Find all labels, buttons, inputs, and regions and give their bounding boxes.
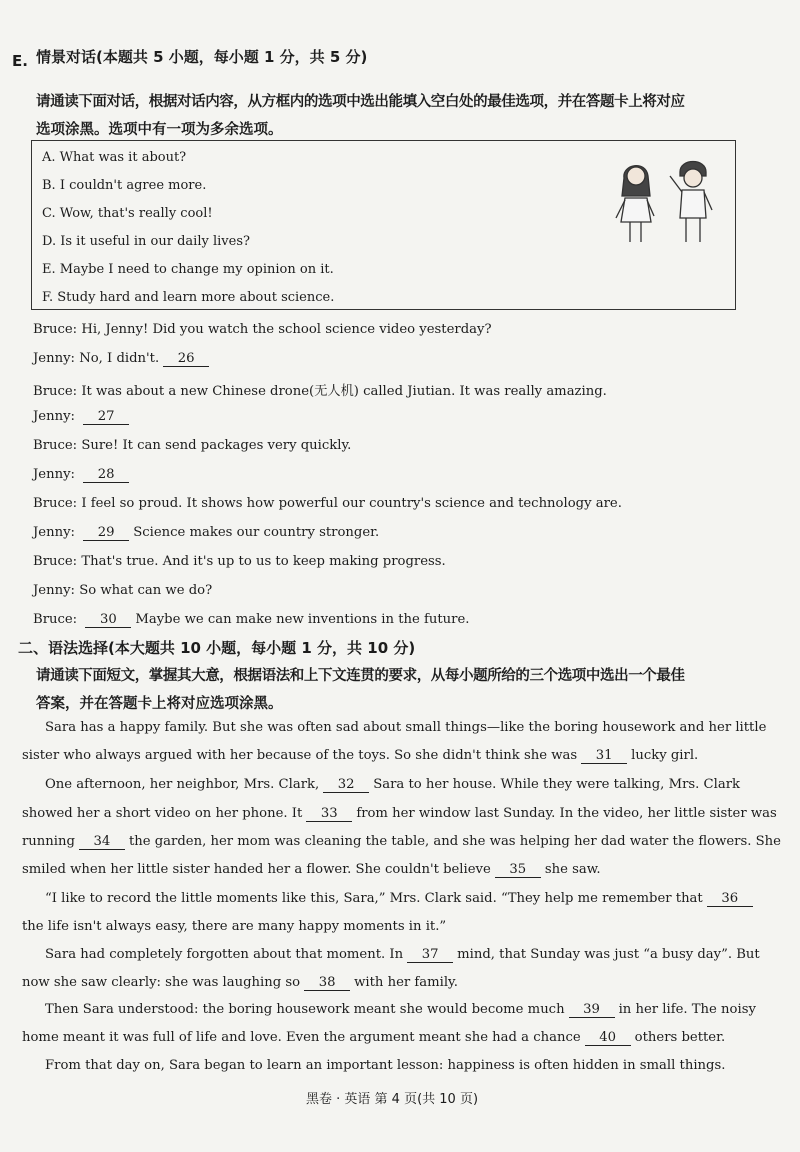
dialogue-line-3: Bruce: It was about a new Chinese drone(无人机) called Jiutian. It was really amazing.	[33, 384, 607, 399]
dialogue-line-4: Jenny: 27	[33, 409, 133, 425]
dialogue-line-5: Bruce: Sure! It can send packages very quickly.	[33, 438, 352, 453]
passage-line-11: Then Sara understood: the boring housework meant she would become much 39 in her life. The noisy	[45, 1002, 756, 1017]
page-footer: 黑卷 · 英语 第 4 页(共 10 页)	[306, 1092, 479, 1107]
blank-31: 31	[581, 748, 627, 764]
passage-line-5: running 34 the garden, her mom was cleaning the table, and she was helping her dad water the flowers. She	[22, 834, 781, 849]
blank-38: 38	[304, 975, 350, 991]
blank-29: 29	[83, 525, 129, 541]
passage-line-6: smiled when her little sister handed her a flower. She couldn't believe 35 she saw.	[22, 862, 601, 877]
dialogue-line-7: Bruce: I feel so proud. It shows how powerful our country's science and technology are.	[33, 496, 622, 511]
option-d: D. Is it useful in our daily lives?	[42, 234, 250, 249]
dialogue-line-1: Bruce: Hi, Jenny! Did you watch the school science video yesterday?	[33, 322, 492, 337]
section-e-letter: E.	[12, 52, 28, 70]
passage-line-3: One afternoon, her neighbor, Mrs. Clark, 32 Sara to her house. While they were talking, Mrs. Clark	[45, 777, 740, 792]
section-2-instruction-line1: 请通读下面短文，掌握其大意，根据语法和上下文连贯的要求，从每小题所给的三个选项中选出一个最佳	[36, 668, 685, 684]
option-b: B. I couldn't agree more.	[42, 178, 207, 193]
dialogue-line-8: Jenny: 29 Science makes our country stronger.	[33, 525, 380, 540]
blank-30: 30	[85, 612, 131, 628]
section-e-title: 情景对话(本题共 5 小题，每小题 1 分，共 5 分)	[36, 48, 368, 66]
blank-37: 37	[407, 947, 453, 963]
section-e-instruction-line1: 请通读下面对话，根据对话内容，从方框内的选项中选出能填入空白处的最佳选项，并在答题卡上将对应	[36, 94, 685, 110]
option-a: A. What was it about?	[42, 150, 187, 165]
kids-talking-illustration	[610, 156, 720, 248]
passage-line-12: home meant it was full of life and love. Even the argument meant she had a chance 40 others better.	[22, 1030, 726, 1045]
blank-39: 39	[569, 1002, 615, 1018]
blank-28: 28	[83, 467, 129, 483]
dialogue-line-2: Jenny: No, I didn't. 26	[33, 351, 213, 367]
passage-line-10: now she saw clearly: she was laughing so 38 with her family.	[22, 975, 458, 990]
passage-line-2: sister who always argued with her because of the toys. So she didn't think she was 31 lucky girl.	[22, 748, 699, 763]
passage-line-13: From that day on, Sara began to learn an important lesson: happiness is often hidden in small things.	[45, 1058, 726, 1073]
section-2-instruction-line2: 答案，并在答题卡上将对应选项涂黑。	[36, 696, 283, 712]
passage-line-8: the life isn't always easy, there are many happy moments in it.”	[22, 919, 447, 934]
section-e-instruction-line2: 选项涂黑。选项中有一项为多余选项。	[36, 122, 283, 138]
passage-line-9: Sara had completely forgotten about that moment. In 37 mind, that Sunday was just “a busy day”. But	[45, 947, 760, 962]
dialogue-line-6: Jenny: 28	[33, 467, 133, 483]
section-2-title: 二、语法选择(本大题共 10 小题，每小题 1 分，共 10 分)	[18, 639, 416, 657]
blank-33: 33	[306, 806, 352, 822]
passage-line-7: “I like to record the little moments like this, Sara,” Mrs. Clark said. “They help me remember that 36	[45, 891, 757, 907]
dialogue-line-9: Bruce: That's true. And it's up to us to keep making progress.	[33, 554, 446, 569]
option-f: F. Study hard and learn more about science.	[42, 290, 335, 305]
dialogue-line-10: Jenny: So what can we do?	[33, 583, 213, 598]
blank-34: 34	[79, 834, 125, 850]
passage-line-1: Sara has a happy family. But she was often sad about small things—like the boring housework and her little	[45, 720, 767, 735]
dialogue-line-11: Bruce: 30 Maybe we can make new inventions in the future.	[33, 612, 470, 627]
blank-32: 32	[323, 777, 369, 793]
passage-line-4: showed her a short video on her phone. It 33 from her window last Sunday. In the video, her little sister was	[22, 806, 777, 821]
option-e: E. Maybe I need to change my opinion on it.	[42, 262, 334, 277]
option-c: C. Wow, that's really cool!	[42, 206, 213, 221]
blank-36: 36	[707, 891, 753, 907]
blank-27: 27	[83, 409, 129, 425]
blank-26: 26	[163, 351, 209, 367]
blank-35: 35	[495, 862, 541, 878]
blank-40: 40	[585, 1030, 631, 1046]
